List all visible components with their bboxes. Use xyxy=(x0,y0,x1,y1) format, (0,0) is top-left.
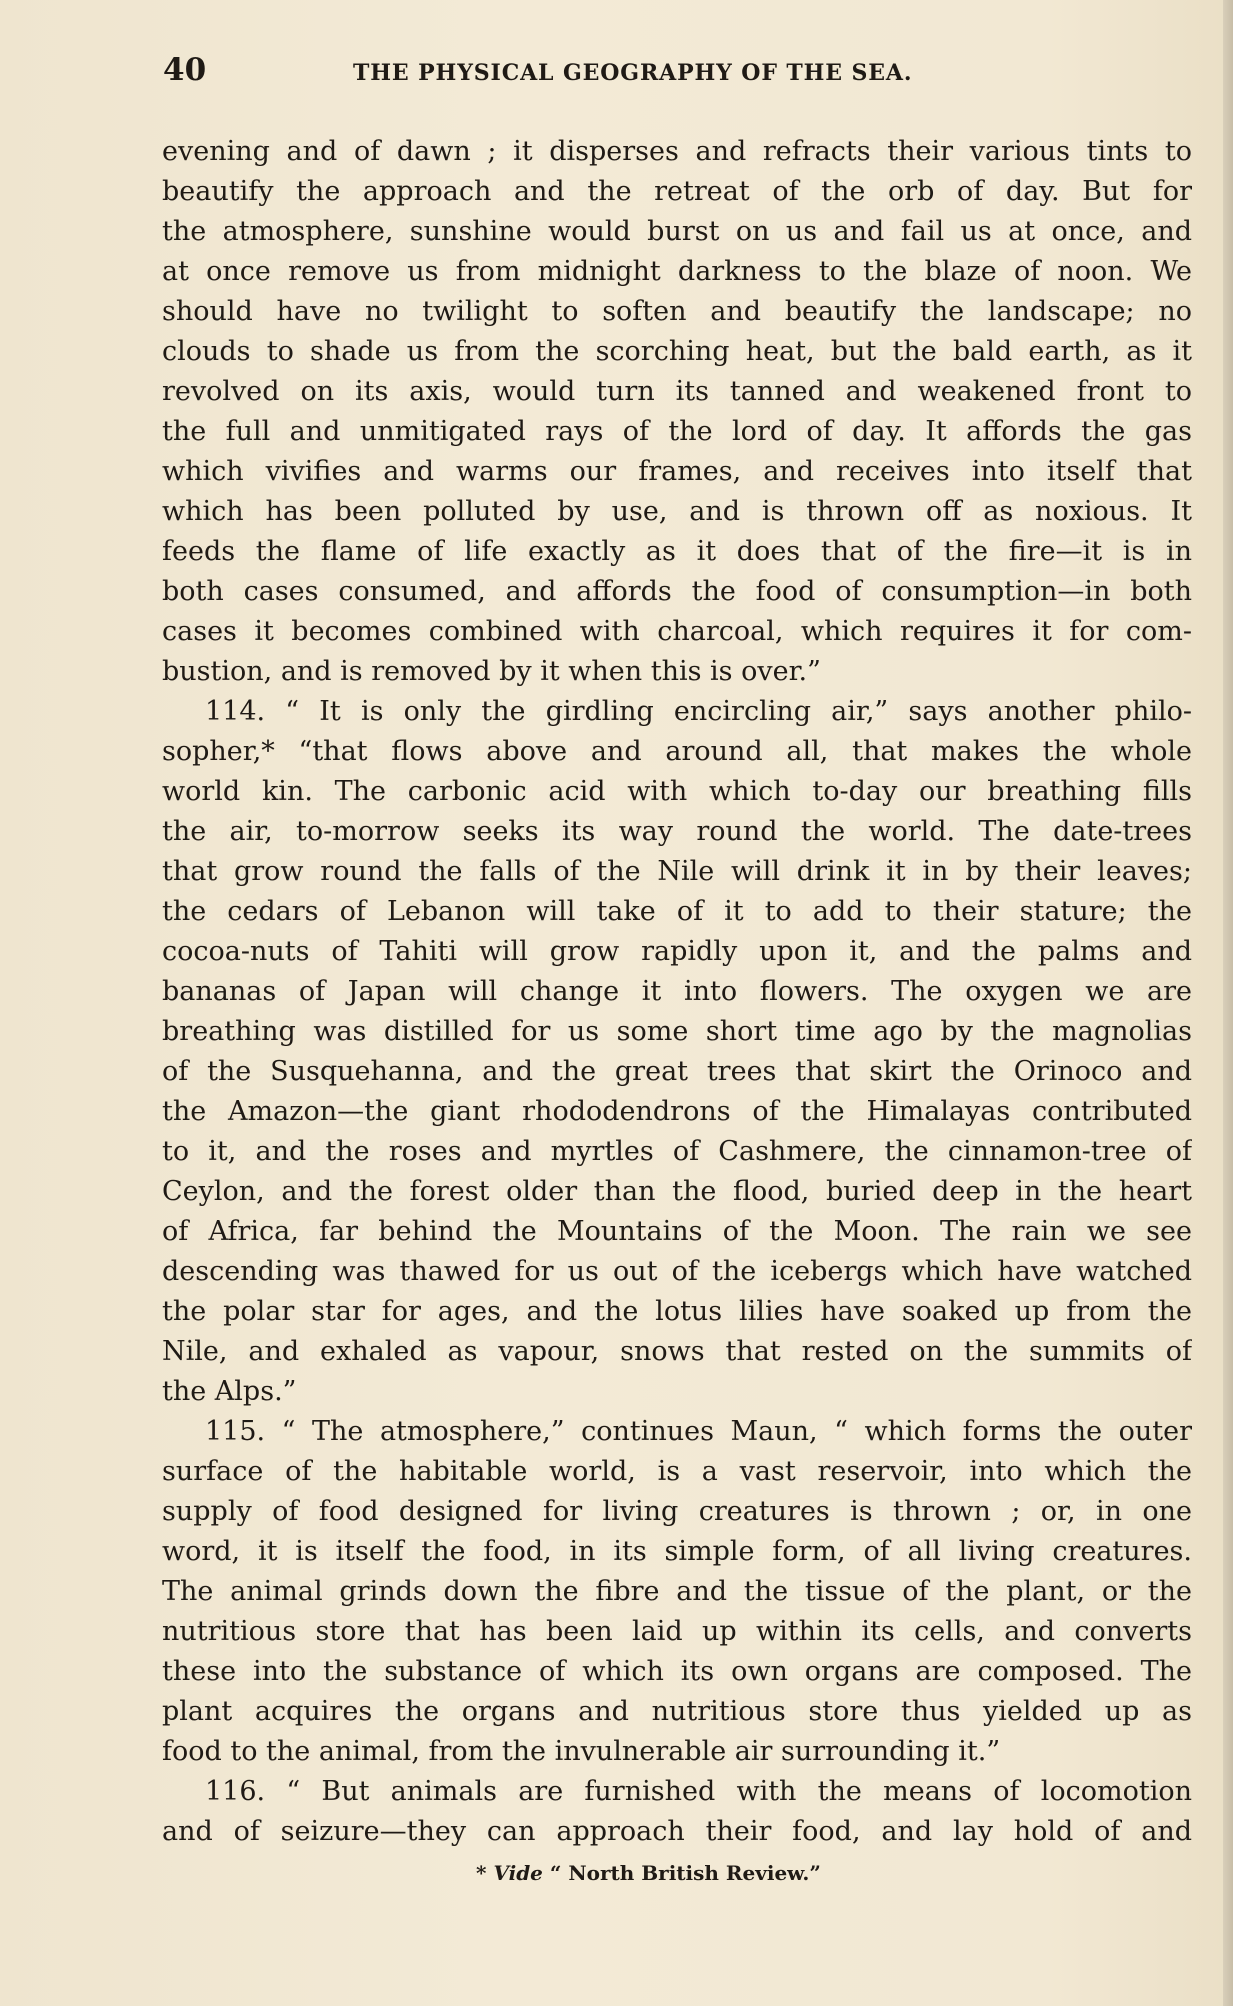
paragraph-116-start: 116. “ But animals are furnished with the means of locomotion xyxy=(205,1776,1192,1807)
text-line: Ceylon, and the forest older than the flood, buried deep in the heart xyxy=(162,1176,1192,1207)
text-line: which has been polluted by use, and is thrown off as noxious. It xyxy=(162,496,1192,527)
paragraph-115-start: 115. “ The atmosphere,” continues Maun, “ which forms the outer xyxy=(205,1416,1192,1447)
text-line: which vivifies and warms our frames, and receives into itself that xyxy=(162,456,1192,487)
text-line: cocoa-nuts of Tahiti will grow rapidly upon it, and the palms and xyxy=(162,936,1192,967)
text-line: that grow round the falls of the Nile will drink it in by their leaves; xyxy=(162,856,1192,887)
running-title: THE PHYSICAL GEOGRAPHY OF THE SEA. xyxy=(353,60,913,86)
text-line: and of seizure—they can approach their food, and lay hold of and xyxy=(162,1816,1192,1847)
text-line: evening and of dawn ; it disperses and refracts their various tints to xyxy=(162,136,1192,167)
text-line: word, it is itself the food, in its simple form, of all living creatures. xyxy=(162,1536,1192,1567)
text-line: to it, and the roses and myrtles of Cashmere, the cinnamon-tree of xyxy=(162,1136,1192,1167)
text-line: food to the animal, from the invulnerable air surrounding it.” xyxy=(162,1736,1001,1767)
text-line: breathing was distilled for us some short time ago by the magnolias xyxy=(162,1016,1192,1047)
footnote xyxy=(476,1860,821,1886)
text-line: bananas of Japan will change it into flowers. The oxygen we are xyxy=(162,976,1192,1007)
text-line: at once remove us from midnight darkness to the blaze of noon. We xyxy=(162,256,1192,287)
text-line: cases it becomes combined with charcoal, which requires it for com- xyxy=(162,616,1192,647)
text-line: Nile, and exhaled as vapour, snows that rested on the summits of xyxy=(162,1336,1192,1367)
text-line: plant acquires the organs and nutritious store thus yielded up as xyxy=(162,1696,1192,1727)
text-line: bustion, and is removed by it when this is over.” xyxy=(162,656,821,687)
text-line: the Amazon—the giant rhododendrons of the Himalayas contributed xyxy=(162,1096,1192,1127)
page-header xyxy=(163,50,1063,92)
text-line: descending was thawed for us out of the icebergs which have watched xyxy=(162,1256,1192,1287)
text-line: supply of food designed for living creatures is thrown ; or, in one xyxy=(162,1496,1192,1527)
text-line: feeds the flame of life exactly as it does that of the fire—it is in xyxy=(162,536,1192,567)
text-line: the Alps.” xyxy=(162,1376,297,1407)
text-line: world kin. The carbonic acid with which to-day our breathing fills xyxy=(162,776,1192,807)
text-line: should have no twilight to soften and beautify the landscape; no xyxy=(162,296,1192,327)
page-edge-strip xyxy=(1223,0,1233,2006)
text-line: The animal grinds down the fibre and the tissue of the plant, or the xyxy=(162,1576,1192,1607)
footnote-marker: * xyxy=(476,1861,487,1885)
text-line: the full and unmitigated rays of the lord of day. It affords the gas xyxy=(162,416,1192,447)
text-line: the polar star for ages, and the lotus lilies have soaked up from the xyxy=(162,1296,1192,1327)
body-text xyxy=(162,132,1192,1852)
text-line: beautify the approach and the retreat of the orb of day. But for xyxy=(162,176,1192,207)
text-line: both cases consumed, and affords the food of consumption—in both xyxy=(162,576,1192,607)
text-line: the air, to-morrow seeks its way round the world. The date-trees xyxy=(162,816,1192,847)
page-number: 40 xyxy=(163,52,207,88)
footnote-source: “ North British Review.” xyxy=(549,1861,821,1885)
footnote-vide: Vide xyxy=(493,1861,543,1885)
text-line: the cedars of Lebanon will take of it to add to their stature; the xyxy=(162,896,1192,927)
text-line: of the Susquehanna, and the great trees that skirt the Orinoco and xyxy=(162,1056,1192,1087)
text-line: of Africa, far behind the Mountains of the Moon. The rain we see xyxy=(162,1216,1192,1247)
text-line: revolved on its axis, would turn its tanned and weakened front to xyxy=(162,376,1192,407)
text-line: sopher,* “that flows above and around all, that makes the whole xyxy=(162,736,1192,767)
text-line: these into the substance of which its own organs are composed. The xyxy=(162,1656,1192,1687)
paragraph-114-start: 114. “ It is only the girdling encircling air,” says another philo- xyxy=(205,696,1192,727)
text-line: surface of the habitable world, is a vast reservoir, into which the xyxy=(162,1456,1192,1487)
text-line: clouds to shade us from the scorching heat, but the bald earth, as it xyxy=(162,336,1192,367)
text-line: nutritious store that has been laid up within its cells, and converts xyxy=(162,1616,1192,1647)
text-line: the atmosphere, sunshine would burst on us and fail us at once, and xyxy=(162,216,1192,247)
